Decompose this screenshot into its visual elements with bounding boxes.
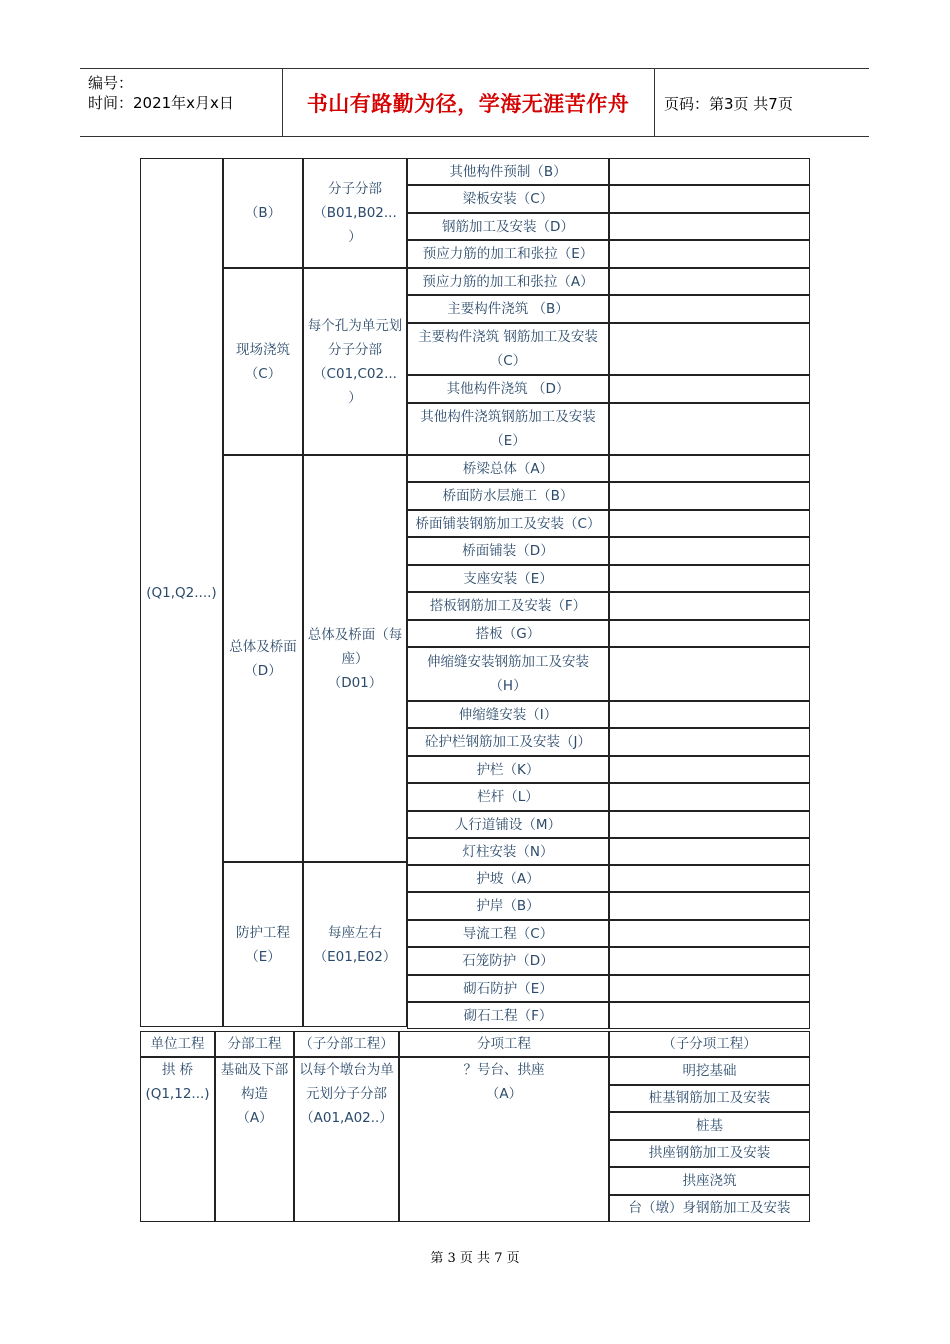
item-cell [407,811,609,838]
sub-item-cell [609,185,810,213]
cell-text [463,922,553,946]
cell-line: （A） [485,1086,523,1102]
header-meta [88,73,234,113]
item-cell [407,865,609,892]
cell-line: （子分部工程） [299,1036,394,1052]
cell-text [427,650,589,698]
cell-line: 桥面铺装钢筋加工及安装（C） [415,515,601,532]
cell-line: （H） [489,678,527,694]
sub-item-cell [609,783,810,811]
cell-line: 护坡（A） [476,870,540,887]
sub-item-cell [609,240,810,268]
sub-item-cell [609,158,810,185]
sub-item-cell [609,647,810,701]
cell-line: 防护工程 [236,924,290,941]
cell-text [313,177,397,249]
cell-text [447,377,570,401]
cell-line: 桩基 [696,1117,723,1134]
cell-text [146,581,216,605]
cell-text [229,635,297,683]
subdivision-cell [303,158,407,268]
cell-line: 单位工程 [150,1036,205,1052]
cell-line: 拱座钢筋加工及安装 [648,1145,771,1162]
division-cell [223,862,303,1027]
cell-line: 明挖基础 [682,1062,737,1079]
sub-item-cell [609,295,810,323]
sub-item-cell [609,510,810,537]
sub-item-cell [609,865,810,892]
item-cell [407,975,609,1002]
sub-item-cell [609,620,810,647]
item-cell [407,375,609,403]
cell-line: 砌石防护（E） [463,980,553,997]
cell-text [245,201,281,225]
cell-line: 护栏（K） [476,761,540,778]
cell-line: ） [348,389,362,406]
page-footer: 第 3 页 共 7 页 [430,1251,520,1266]
cell-line: 桥梁总体（A） [462,460,554,477]
cell-line: （A01,A02..） [300,1110,393,1126]
cell-line: 其他构件浇筑 （D） [446,381,570,397]
cell-line: （B01,B02... [313,205,397,221]
item-cell [407,455,609,482]
item-cell [407,892,609,920]
cell-line: （D01） [327,674,383,691]
cell-line: 分子分部 [328,341,382,358]
cell-line: （C01,C02... [313,365,397,382]
cell-text [476,894,539,918]
cell-line: 砌石工程（F） [463,1007,553,1024]
sub-item-cell [609,565,810,592]
cell-text [476,867,539,891]
cell-line: 主要构件浇筑 钢筋加工及安装 [418,329,598,345]
cell-line: 基础及下部 [220,1062,289,1078]
cell-line: 台（墩）身钢筋加工及安装 [628,1200,791,1217]
item-cell [407,510,609,537]
cell-text [145,1058,209,1106]
sub-item-cell [609,811,810,838]
cell-line: （D） [244,662,282,679]
item-cell [407,158,609,185]
cell-line: 支座安装（E） [463,570,553,587]
cell-line: （E） [245,948,281,965]
cell-line: 其他构件浇筑钢筋加工及安装 [420,409,596,425]
item-cell [407,213,609,240]
cell-line: 搭板钢筋加工及安装（F） [429,598,587,614]
cell-text [151,1032,205,1056]
item-cell [407,1002,609,1029]
cell-line: 总体及桥面（每 [307,626,403,643]
cell-line: 分部工程 [227,1036,282,1052]
cell-line: 石笼防护（D） [462,953,554,969]
cell-text [236,338,290,386]
item-cell [407,240,609,268]
cell-text [464,1058,545,1106]
cell-text [662,1032,757,1056]
cell-line: 护岸（B） [476,898,540,914]
cell-text [422,270,593,294]
cell-text [449,160,566,184]
sub-item-cell [609,537,810,565]
cell-text [425,730,591,754]
sub-item-cell [609,756,810,783]
cell-text [299,1032,394,1056]
item-cell [407,482,609,510]
item-cell [399,1057,609,1222]
cell-text [459,703,557,727]
cell-line: 构造 [241,1086,268,1102]
cell-line: 伸缩缝安装（I） [458,706,558,723]
cell-text [649,1086,771,1110]
cell-text [463,567,553,591]
sub-item-cell [609,701,810,728]
header-divider [654,69,655,136]
cell-text [464,1004,553,1028]
sub-item-cell [609,1112,810,1140]
cell-line: 栏杆（L） [477,789,539,805]
cell-line: 导流工程（C） [462,925,554,942]
cell-line: （E01,E02） [313,948,397,965]
cell-text [462,840,553,864]
cell-line: 桥面防水层施工（B） [442,488,574,504]
unit-project-cell [140,158,223,1027]
table-header-cell [140,1031,215,1057]
cell-text [228,1032,282,1056]
cell-text [683,1169,737,1193]
cell-line: （A） [236,1110,273,1126]
table-header-cell [215,1031,294,1057]
cell-line: (Q1,Q2....) [146,584,217,601]
sub-item-cell [609,268,810,295]
cell-line: 元划分子分部 [306,1086,387,1102]
cell-line: 预应力筋的加工和张拉（A） [422,273,594,290]
sub-item-cell [609,323,810,375]
item-cell [407,838,609,865]
subdivision-cell [294,1057,399,1222]
cell-line: (Q1,12...) [145,1086,210,1102]
sub-item-cell [609,728,810,756]
header-motto: 书山有路勤为径，学海无涯苦作舟 [306,91,630,116]
cell-text [416,512,601,536]
sub-item-cell [609,892,810,920]
sub-item-cell [609,1195,810,1223]
cell-line: 现场浇筑 [236,341,290,358]
cell-text [476,622,540,646]
item-cell [407,185,609,213]
table-header-cell [609,1031,810,1057]
cell-text [463,187,553,211]
cell-line: （C） [489,353,527,369]
item-cell [407,920,609,947]
cell-line: 梁板安装（C） [462,191,554,207]
cell-text [462,949,553,973]
cell-text [308,623,403,695]
item-cell [407,592,609,620]
sub-item-cell [609,1167,810,1195]
cell-line: ） [348,229,362,245]
item-cell [407,728,609,756]
item-cell [407,756,609,783]
item-cell [407,620,609,647]
division-cell [215,1057,294,1222]
cell-text [443,484,574,508]
unit-project-cell [140,1057,215,1222]
cell-text [683,1059,737,1083]
sub-item-cell [609,1085,810,1113]
sub-item-cell [609,213,810,240]
item-cell [407,783,609,811]
cell-text [430,594,586,618]
cell-text [447,297,569,321]
division-cell [223,268,303,455]
item-cell [407,701,609,728]
sub-item-cell [609,592,810,620]
document-date-label: 时间：2021年x月x日 [88,94,234,112]
subdivision-cell [303,268,407,455]
subdivision-cell [303,455,407,862]
item-cell [407,647,609,701]
cell-line: 分子分部 [327,181,382,197]
cell-line: 预应力筋的加工和张拉（E） [422,246,594,262]
cell-text [649,1141,771,1165]
cell-text [477,758,540,782]
cell-text [477,1032,531,1056]
cell-text [299,1058,394,1130]
cell-text [442,215,574,239]
sub-item-cell [609,403,810,455]
item-cell [407,537,609,565]
cell-text [308,314,403,410]
division-cell [223,158,303,268]
cell-line: 分项工程 [477,1036,531,1052]
cell-line: 其他构件预制（B） [449,163,567,180]
cell-text [236,921,290,969]
cell-line: 砼护栏钢筋加工及安装（J） [425,734,591,750]
sub-item-cell [609,975,810,1002]
cell-text [420,405,596,453]
sub-item-cell [609,482,810,510]
cell-line: 以每个墩台为单 [299,1062,394,1078]
cell-line: 拱座浇筑 [682,1172,737,1189]
cell-text [314,921,397,969]
sub-item-cell [609,1140,810,1168]
cell-text [463,977,553,1001]
cell-line: 桥面铺装（D） [462,543,554,559]
cell-line: 钢筋加工及安装（D） [442,218,574,235]
cell-line: 每座左右 [328,924,382,941]
item-cell [407,268,609,295]
cell-text [455,813,561,837]
header-page-number: 页码：第3页 共7页 [664,95,793,113]
cell-line: 伸缩缝安装钢筋加工及安装 [427,654,589,670]
page-header [80,68,869,137]
cell-text [696,1114,723,1138]
sub-item-cell [609,1002,810,1029]
document-number-label: 编号： [88,74,134,92]
sub-item-cell [609,375,810,403]
sub-item-cell [609,947,810,975]
cell-line: 主要构件浇筑 （B） [447,301,569,317]
cell-line: 总体及桥面 [229,638,297,655]
item-cell [407,947,609,975]
item-cell [407,565,609,592]
cell-line: 灯柱安装（N） [462,843,554,860]
cell-line: （B） [244,205,282,221]
cell-text [463,457,553,481]
cell-text [477,785,539,809]
sub-item-cell [609,1057,810,1085]
subdivision-cell [303,862,407,1027]
cell-line: 拱 桥 [161,1062,194,1078]
cell-text [221,1058,289,1130]
cell-text [423,242,594,266]
sub-item-cell [609,455,810,482]
cell-text [462,539,553,563]
cell-line: 人行道铺设（M） [454,816,562,833]
table-header-cell [294,1031,399,1057]
cell-text [629,1196,791,1220]
cell-line: 搭板（G） [475,625,541,642]
cell-text [418,325,598,373]
cell-line: （C） [244,365,282,382]
cell-line: 座） [341,650,369,667]
cell-line: （子分项工程） [662,1036,757,1052]
cell-line: 每个孔为单元划 [307,317,403,334]
item-cell [407,323,609,375]
cell-line: 桩基钢筋加工及安装 [648,1090,771,1107]
cell-line: ？号台、拱座 [463,1062,545,1078]
division-cell [223,455,303,862]
table-header-cell [399,1031,609,1057]
cell-line: （E） [490,433,526,449]
item-cell [407,295,609,323]
sub-item-cell [609,838,810,865]
sub-item-cell [609,920,810,947]
item-cell [407,403,609,455]
